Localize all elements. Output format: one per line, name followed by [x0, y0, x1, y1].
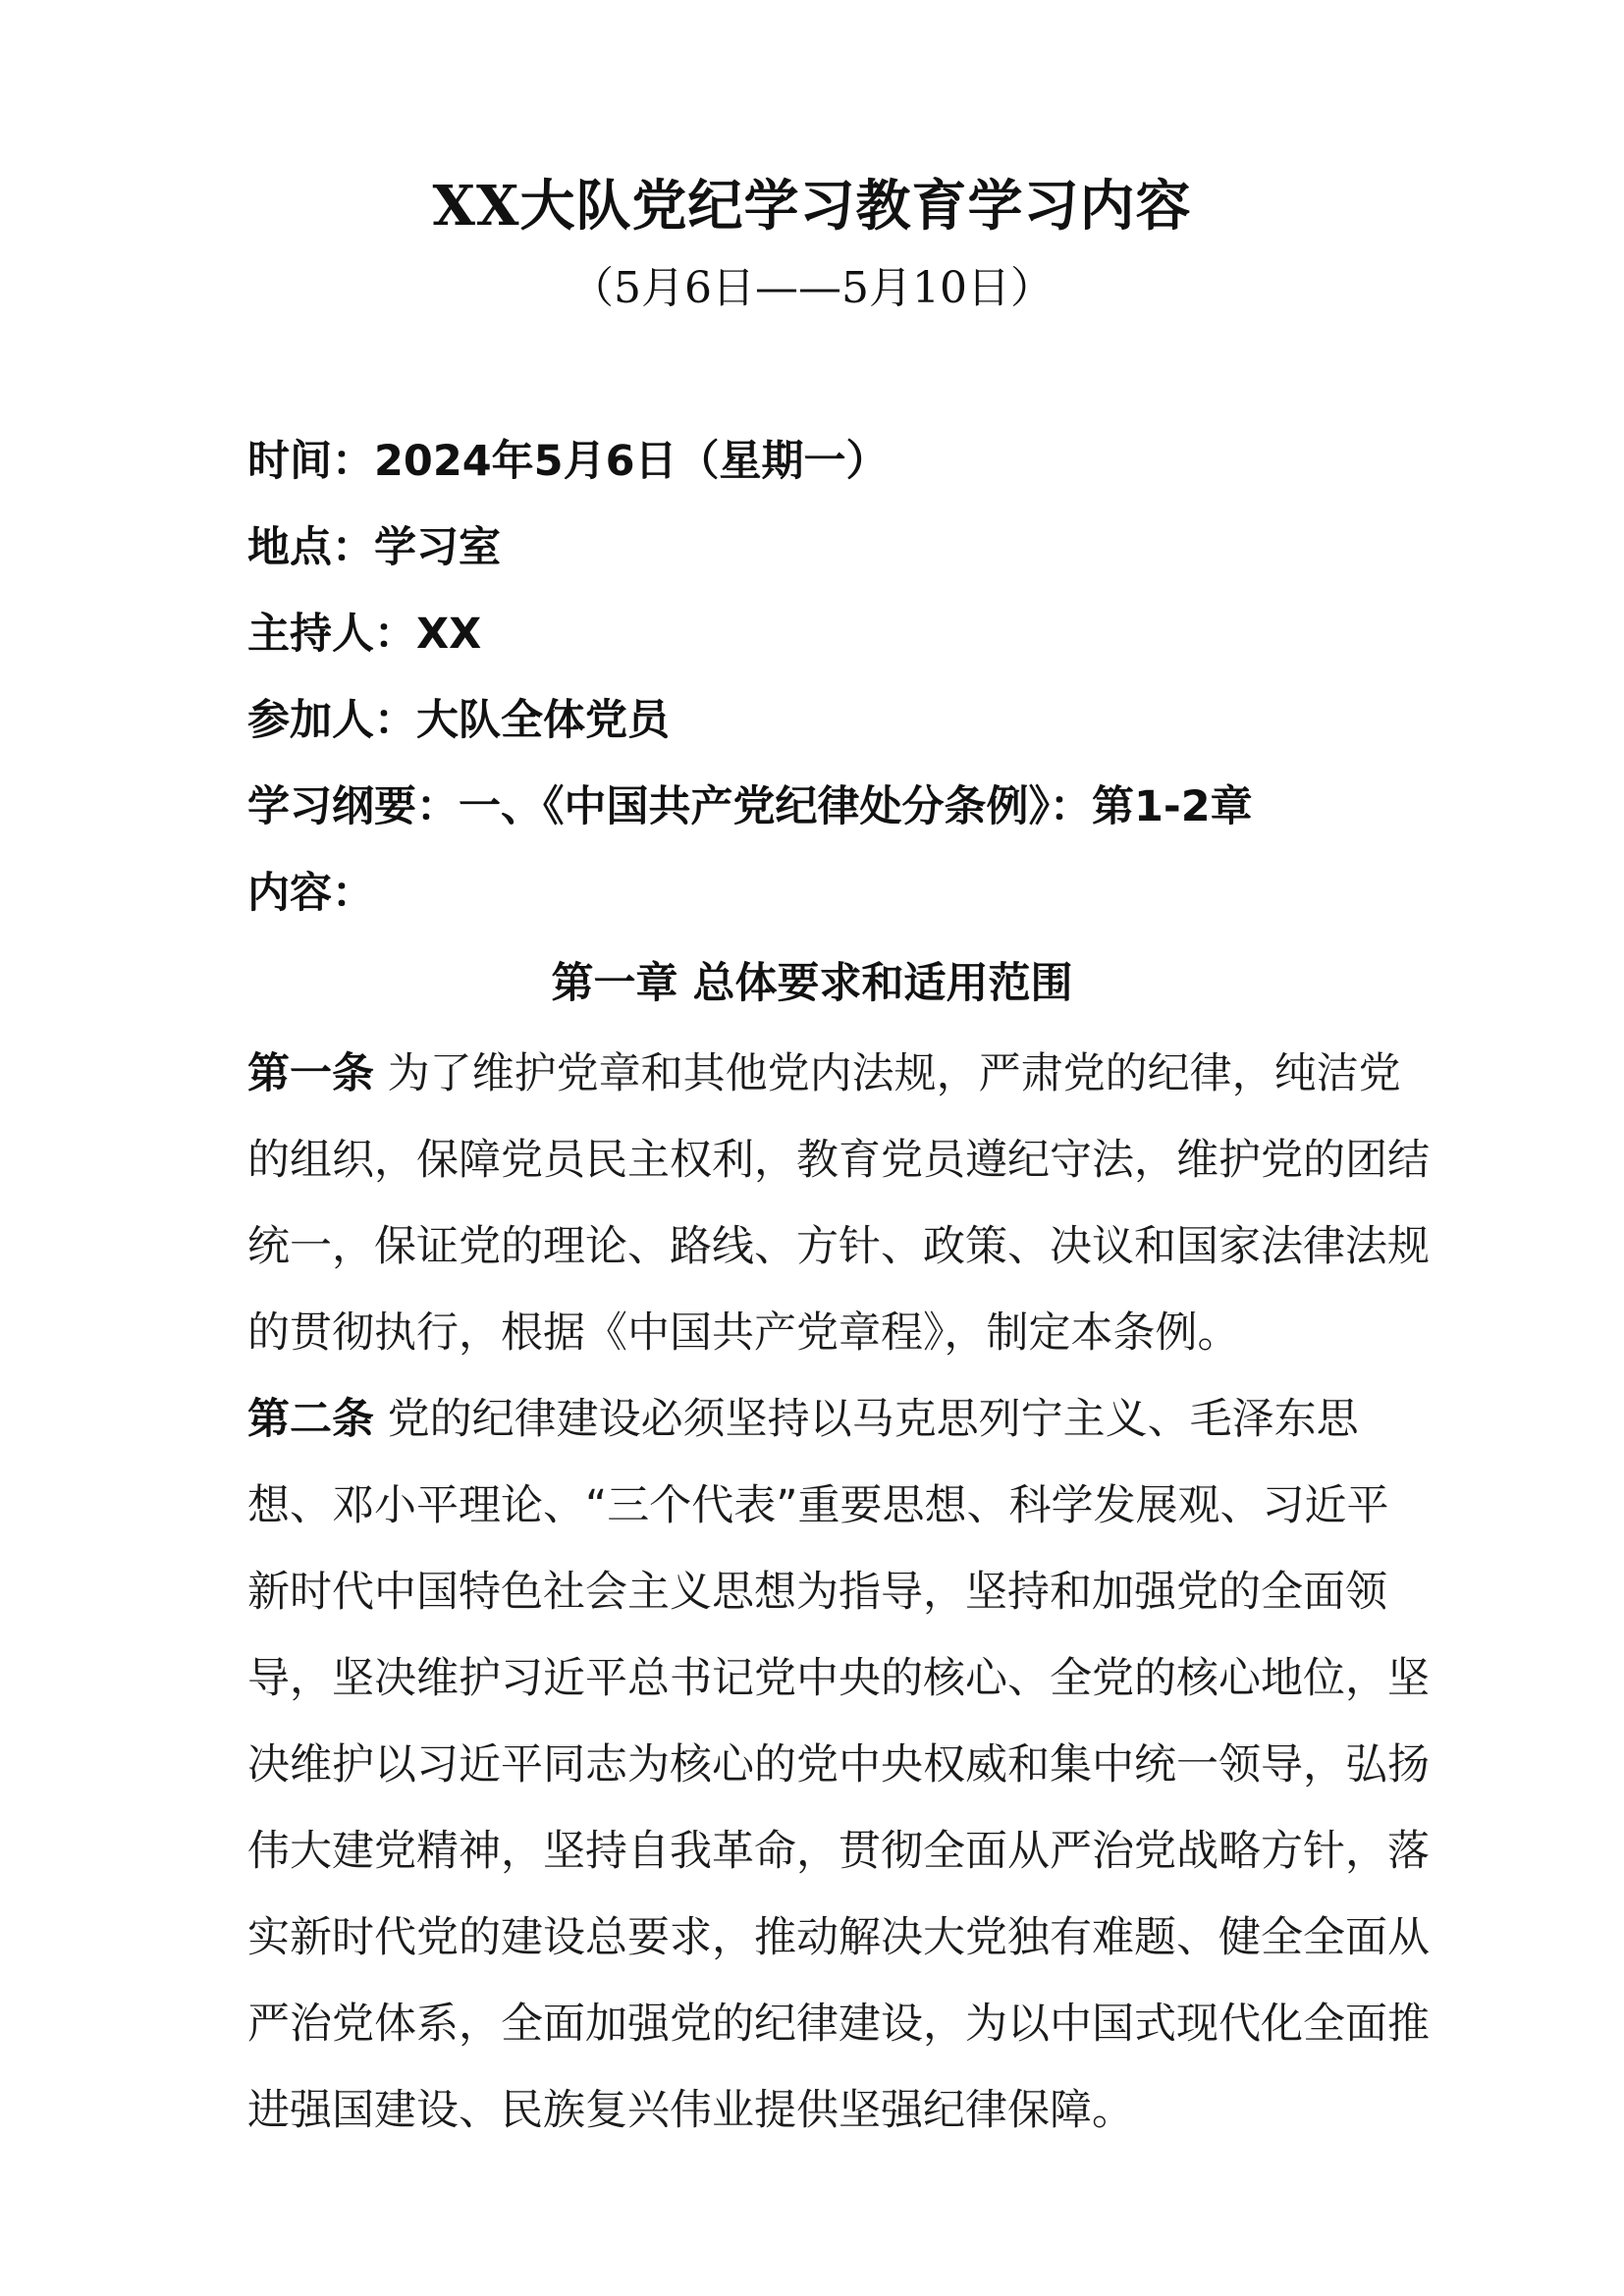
article-2-line: 严治党体系，全面加强党的纪律建设，为以中国式现代化全面推 — [247, 2000, 1430, 2049]
article-2-line — [247, 1376, 1485, 1463]
meta-participants-label: 参加人： — [247, 696, 416, 745]
meta-participants — [247, 691, 1426, 750]
article-2-line: 导，坚决维护习近平总书记党中央的核心、全党的核心地位，坚 — [247, 1654, 1430, 1703]
document-title: XX大队党纪学习教育学习内容 — [432, 174, 1192, 239]
article-2-text: 党的纪律建设必须坚持以马克思列宁主义、毛泽东思 — [374, 1395, 1359, 1444]
meta-time — [247, 432, 1426, 491]
article-1-line: 的贯彻执行，根据《中国共产党章程》，制定本条例。 — [247, 1308, 1240, 1358]
article-2-line: 决维护以习近平同志为核心的党中央权威和集中统一领导，弘扬 — [247, 1740, 1430, 1789]
meta-host-value: XX — [416, 610, 482, 659]
article-2-line: 实新时代党的建设总要求，推动解决大党独有难题、健全全面从 — [247, 1913, 1430, 1962]
article-1-text: 为了维护党章和其他党内法规，严肃党的纪律，纯洁党 — [374, 1049, 1401, 1098]
meta-outline-label: 学习纲要： — [247, 782, 459, 831]
article-2-line: 新时代中国特色社会主义思想为指导，坚持和加强党的全面领 — [247, 1568, 1387, 1617]
meta-host — [247, 605, 1426, 664]
meta-time-label: 时间： — [247, 437, 374, 486]
meta-host-label: 主持人： — [247, 610, 416, 659]
meta-outline — [247, 777, 1426, 836]
meta-outline-value: 一、《中国共产党纪律处分条例》：第1-2章 — [459, 782, 1253, 831]
meta-place-label: 地点： — [247, 523, 374, 572]
meta-content-label: 内容： — [247, 869, 374, 918]
document-date-range: （5月6日——5月10日） — [570, 263, 1054, 313]
meta-content — [247, 864, 1426, 923]
article-2 — [247, 1376, 1485, 2154]
article-1-lead: 第一条 — [247, 1049, 374, 1098]
article-2-line: 伟大建党精神，坚持自我革命，贯彻全面从严治党战略方针，落 — [247, 1827, 1430, 1876]
article-1 — [247, 1031, 1485, 1376]
meta-place — [247, 518, 1426, 577]
meta-place-value: 学习室 — [374, 523, 501, 572]
article-1-line: 的组织，保障党员民主权利，教育党员遵纪守法，维护党的团结 — [247, 1136, 1430, 1185]
meta-time-value: 2024年5月6日（星期一） — [374, 437, 889, 486]
chapter-heading: 第一章 总体要求和适用范围 — [551, 959, 1073, 1008]
article-1-line — [247, 1031, 1485, 1117]
meta-participants-value: 大队全体党员 — [416, 696, 670, 745]
article-2-lead: 第二条 — [247, 1395, 374, 1444]
article-1-line: 统一，保证党的理论、路线、方针、政策、决议和国家法律法规 — [247, 1222, 1430, 1271]
article-2-line: 想、邓小平理论、“三个代表”重要思想、科学发展观、习近平 — [247, 1481, 1389, 1530]
article-2-line: 进强国建设、民族复兴伟业提供坚强纪律保障。 — [247, 2086, 1134, 2135]
